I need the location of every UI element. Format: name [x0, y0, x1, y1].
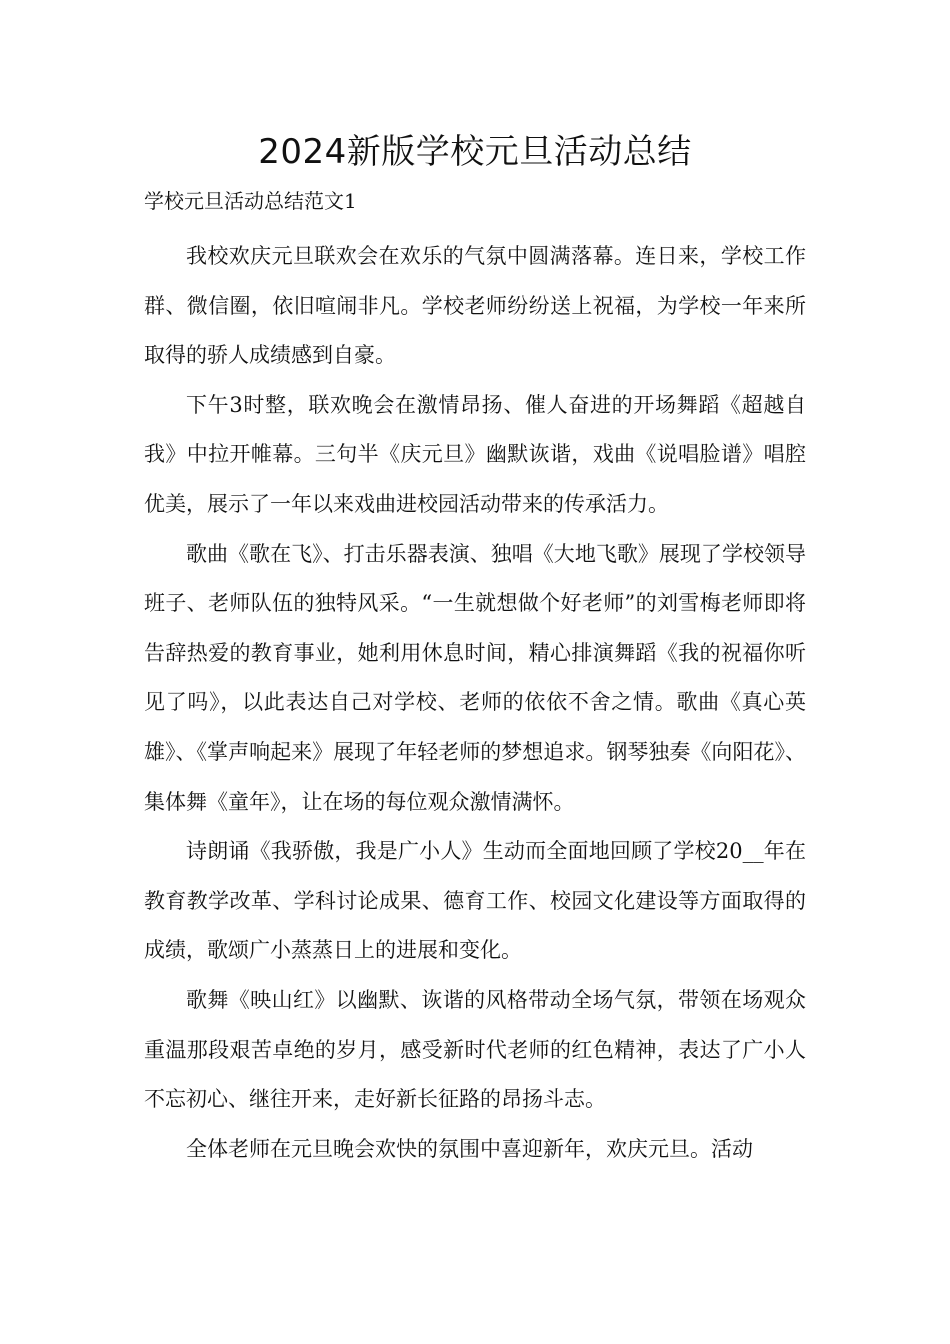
paragraph-3: 歌曲《歌在飞》、打击乐器表演、独唱《大地飞歌》展现了学校领导班子、老师队伍的独特风采。“一生就想做个好老师”的刘雪梅老师即将告辞热爱的教育事业，她利用休息时间，精心排演舞蹈《我的祝福你听见了吗》，以此表达自己对学校、老师的依依不舍之情。歌曲《真心英雄》、《掌声响起来》展现了年轻老师的梦想追求。钢琴独奏《向阳花》、集体舞《童年》，让在场的每位观众激情满怀。: [144, 541, 806, 814]
paragraph-5: 歌舞《映山红》以幽默、诙谐的风格带动全场气氛，带领在场观众重温那段艰苦卓绝的岁月，感受新时代老师的红色精神，表达了广小人不忘初心、继往开来，走好新长征路的昂扬斗志。: [144, 987, 806, 1112]
paragraph-6: 全体老师在元旦晚会欢快的氛围中喜迎新年，欢庆元旦。活动: [186, 1136, 753, 1161]
document-subtitle: 学校元旦活动总结范文1: [144, 189, 357, 213]
document-body: [144, 232, 806, 1174]
document-title: 2024新版学校元旦活动总结: [258, 132, 692, 172]
paragraph-1: 我校欢庆元旦联欢会在欢乐的气氛中圆满落幕。连日来，学校工作群、微信圈，依旧喧闹非凡。学校老师纷纷送上祝福，为学校一年来所取得的骄人成绩感到自豪。: [144, 244, 806, 368]
paragraph-4: 诗朗诵《我骄傲，我是广小人》生动而全面地回顾了学校20__年在教育教学改革、学科讨论成果、德育工作、校园文化建设等方面取得的成绩，歌颂广小蒸蒸日上的进展和变化。: [144, 839, 806, 963]
paragraph-2: 下午3时整，联欢晚会在激情昂扬、催人奋进的开场舞蹈《超越自我》中拉开帷幕。三句半《庆元旦》幽默诙谐，戏曲《说唱脸谱》唱腔优美，展示了一年以来戏曲进校园活动带来的传承活力。: [144, 392, 806, 516]
